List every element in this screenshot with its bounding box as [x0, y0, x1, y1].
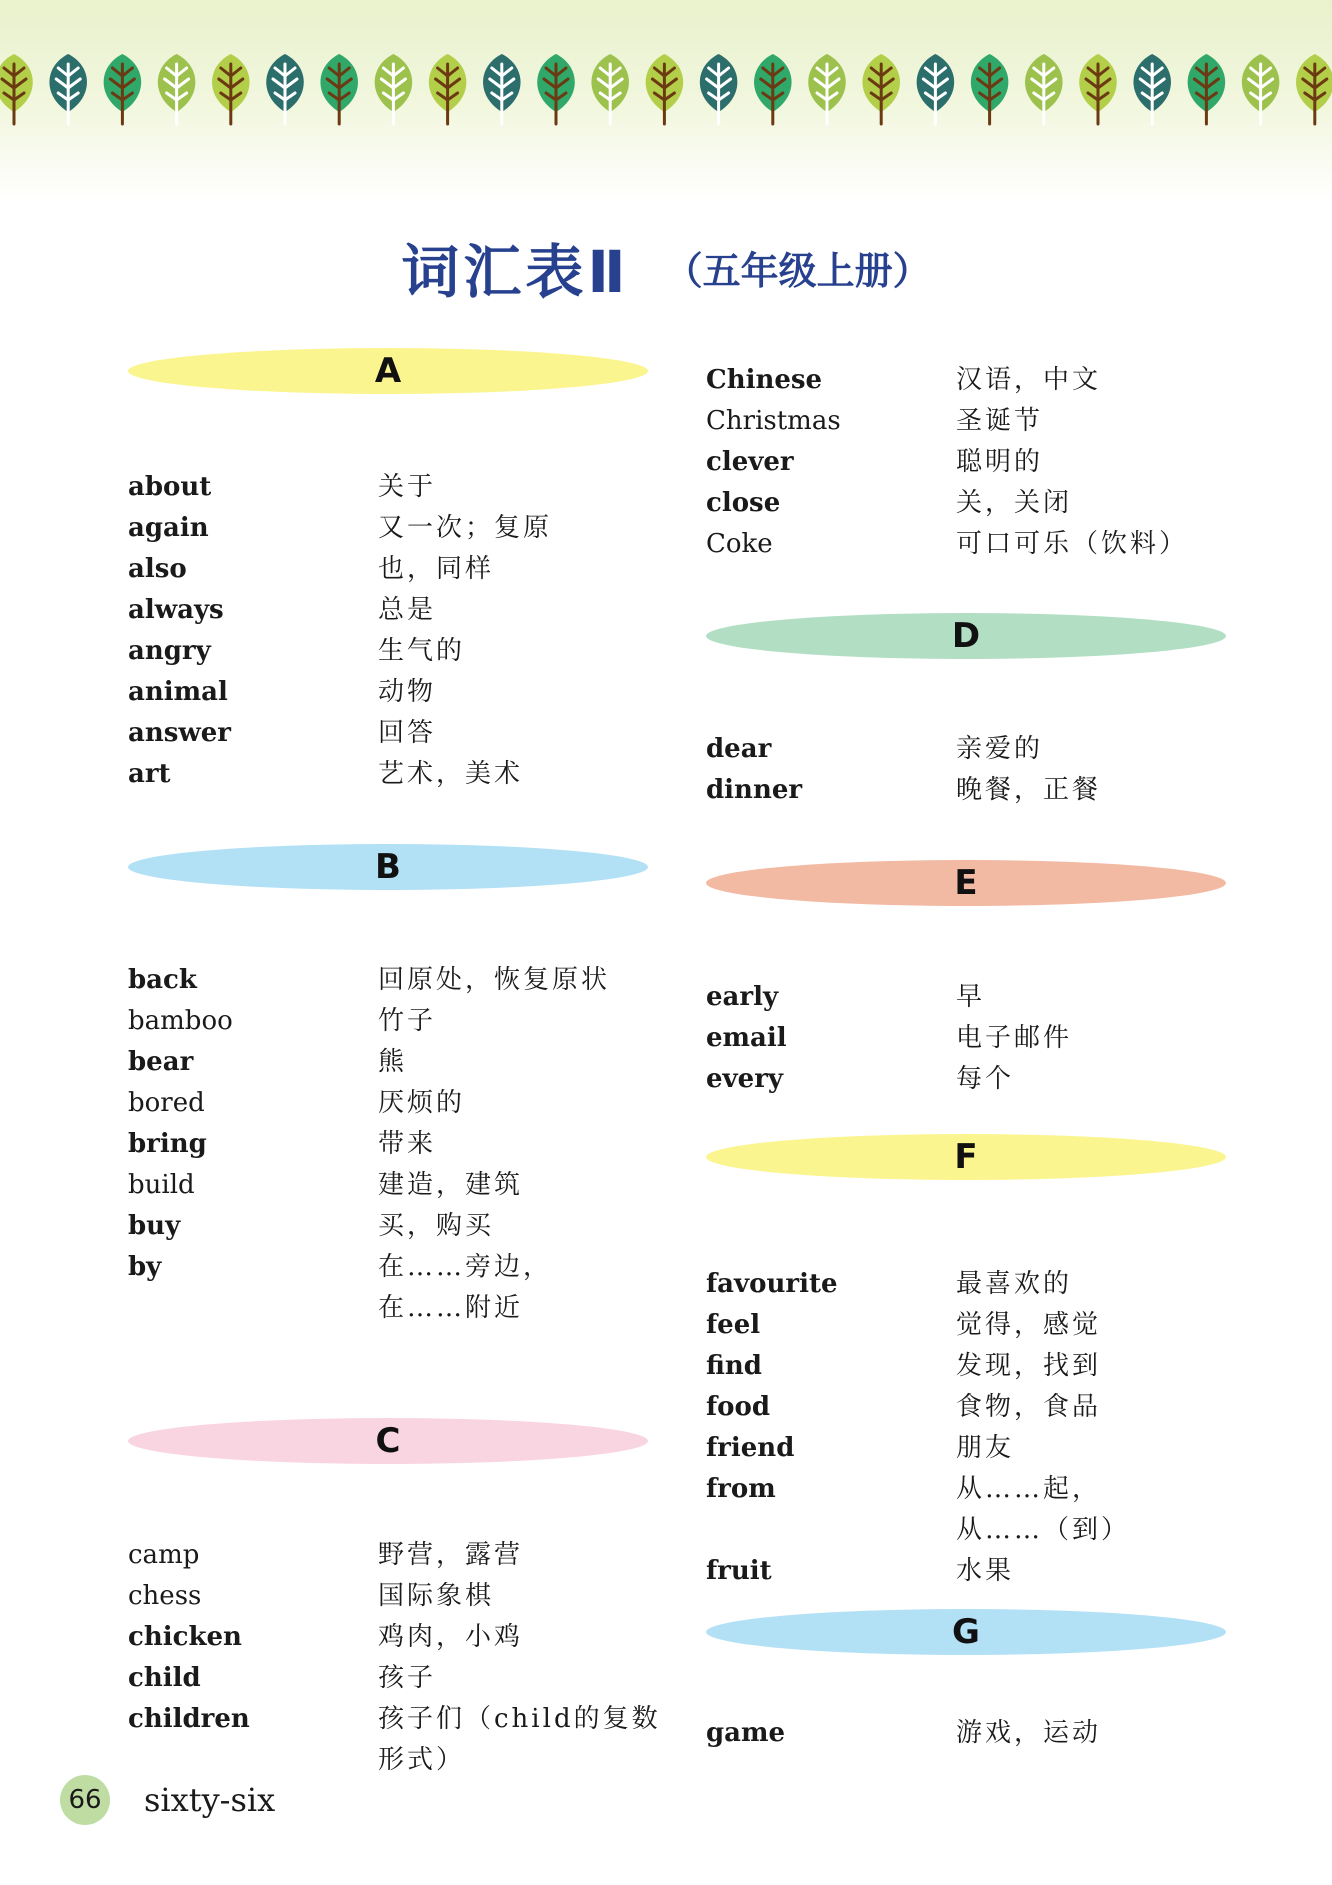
english-word: from	[706, 1474, 776, 1504]
section-header-d	[706, 607, 1226, 665]
english-word: bear	[128, 1047, 194, 1077]
vocabulary-entry	[128, 1247, 688, 1323]
chinese-meaning	[378, 1165, 678, 1206]
meaning-line: 朋友	[956, 1433, 1015, 1463]
meaning-line: 孩子们（child的复数	[378, 1704, 661, 1734]
page-number-badge	[60, 1775, 110, 1825]
vocabulary-entry	[706, 1713, 1266, 1753]
chinese-meaning	[956, 483, 1256, 524]
leaf-icon	[1025, 54, 1063, 124]
vocabulary-entry	[706, 1018, 1266, 1058]
meaning-line: 圣诞节	[956, 406, 1044, 436]
meaning-line: 又一次；复原	[378, 513, 553, 543]
chinese-meaning	[956, 1059, 1256, 1100]
vocabulary-entry	[128, 508, 688, 548]
meaning-line: 每个	[956, 1064, 1015, 1094]
chinese-meaning	[956, 360, 1256, 401]
leaf-icon	[375, 54, 413, 124]
vocabulary-entry	[706, 1346, 1266, 1386]
section-header-e	[706, 854, 1226, 912]
english-word: also	[128, 554, 187, 584]
chinese-meaning	[378, 1576, 678, 1617]
leaf-icon	[917, 54, 955, 124]
meaning-line: 游戏，运动	[956, 1718, 1102, 1748]
meaning-line: 在……旁边，	[378, 1252, 553, 1282]
vocabulary-entry	[128, 1658, 688, 1698]
meaning-line: 关，关闭	[956, 488, 1073, 518]
chinese-meaning	[378, 1206, 678, 1247]
chinese-meaning	[956, 1428, 1256, 1469]
chinese-meaning	[378, 960, 678, 1001]
chinese-meaning	[956, 729, 1256, 770]
vocabulary-entry	[128, 1124, 688, 1164]
vocabulary-entry	[128, 590, 688, 630]
leaf-icon	[429, 54, 467, 124]
chinese-meaning	[956, 1018, 1256, 1059]
chinese-meaning	[378, 1658, 678, 1699]
english-word: game	[706, 1718, 786, 1748]
chinese-meaning	[956, 977, 1256, 1018]
chinese-meaning	[378, 672, 678, 713]
leaf-icon	[862, 54, 900, 124]
vocabulary-entry	[128, 754, 688, 794]
vocabulary-entry	[706, 1264, 1266, 1304]
meaning-line: 熊	[378, 1047, 408, 1077]
leaf-icon	[808, 54, 846, 124]
chinese-meaning	[378, 590, 678, 631]
leaf-icon	[483, 54, 521, 124]
leaf-icon	[1079, 54, 1117, 124]
english-word: animal	[128, 677, 228, 707]
english-word: Chinese	[706, 365, 823, 395]
meaning-line: 带来	[378, 1129, 437, 1159]
leaf-icon	[212, 54, 250, 124]
leaf-icon	[49, 54, 87, 124]
section-letter: C	[375, 1421, 401, 1461]
english-word: child	[128, 1663, 201, 1693]
english-word: fruit	[706, 1556, 772, 1586]
chinese-meaning	[378, 754, 678, 795]
meaning-line: 买，购买	[378, 1211, 495, 1241]
chinese-meaning	[378, 508, 678, 549]
vocabulary-entry	[128, 549, 688, 589]
vocabulary-entry	[706, 401, 1266, 441]
vocabulary-entry	[128, 1206, 688, 1246]
chinese-meaning	[956, 1305, 1256, 1346]
chinese-meaning	[378, 713, 678, 754]
chinese-meaning	[956, 1713, 1256, 1754]
chinese-meaning	[378, 1617, 678, 1658]
chinese-meaning	[956, 770, 1256, 811]
english-word: friend	[706, 1433, 795, 1463]
meaning-line: 电子邮件	[956, 1023, 1073, 1053]
vocabulary-entry	[706, 483, 1266, 523]
meaning-line: 动物	[378, 677, 437, 707]
english-word: camp	[128, 1540, 200, 1570]
chinese-meaning	[378, 1247, 678, 1329]
vocabulary-title: 词汇表Ⅱ	[401, 238, 630, 306]
vocabulary-entry	[128, 713, 688, 753]
vocabulary-entry	[128, 1699, 688, 1775]
vocabulary-entry	[128, 1576, 688, 1616]
english-word: about	[128, 472, 212, 502]
meaning-line: 总是	[378, 595, 437, 625]
meaning-line: 聪明的	[956, 447, 1044, 477]
chinese-meaning	[956, 401, 1256, 442]
leaf-icon	[971, 54, 1009, 124]
section-letter: G	[952, 1612, 980, 1652]
section-header-b	[128, 838, 648, 896]
vocabulary-entry	[128, 1042, 688, 1082]
meaning-line: 早	[956, 982, 986, 1012]
vocabulary-entry	[706, 1469, 1266, 1545]
vocabulary-entry	[128, 467, 688, 507]
meaning-line: 亲爱的	[956, 734, 1044, 764]
meaning-line: 关于	[378, 472, 437, 502]
meaning-line: 鸡肉，小鸡	[378, 1622, 524, 1652]
chinese-meaning	[956, 442, 1256, 483]
english-word: clever	[706, 447, 794, 477]
english-word: chicken	[128, 1622, 242, 1652]
meaning-line: 回答	[378, 718, 437, 748]
chinese-meaning	[956, 1551, 1256, 1592]
meaning-line: 水果	[956, 1556, 1015, 1586]
section-header-c	[128, 1412, 648, 1470]
meaning-line: 发现，找到	[956, 1351, 1102, 1381]
english-word: bring	[128, 1129, 207, 1159]
vocabulary-entry	[706, 729, 1266, 769]
english-word: bored	[128, 1088, 205, 1118]
english-word: back	[128, 965, 197, 995]
meaning-line: 建造，建筑	[378, 1170, 524, 1200]
vocabulary-entry	[128, 960, 688, 1000]
english-word: email	[706, 1023, 787, 1053]
meaning-line: 觉得，感觉	[956, 1310, 1102, 1340]
leaf-icon	[0, 54, 33, 124]
meaning-line: 生气的	[378, 636, 466, 666]
chinese-meaning	[378, 1083, 678, 1124]
meaning-line: 回原处，恢复原状	[378, 965, 611, 995]
vocabulary-entry	[128, 672, 688, 712]
vocabulary-entry	[706, 1305, 1266, 1345]
chinese-meaning	[956, 1469, 1256, 1551]
leaf-icon	[646, 54, 684, 124]
chinese-meaning	[956, 1346, 1256, 1387]
meaning-line: 也，同样	[378, 554, 495, 584]
vocabulary-entry	[706, 1387, 1266, 1427]
english-word: by	[128, 1252, 162, 1282]
chinese-meaning	[378, 549, 678, 590]
meaning-line: 野营，露营	[378, 1540, 524, 1570]
leaf-icon	[1133, 54, 1171, 124]
english-word: every	[706, 1064, 783, 1094]
vocabulary-entry	[706, 442, 1266, 482]
leaf-icon	[158, 54, 196, 124]
vocabulary-entry	[128, 1535, 688, 1575]
leaf-icon	[700, 54, 738, 124]
english-word: favourite	[706, 1269, 838, 1299]
chinese-meaning	[956, 1387, 1256, 1428]
page-title	[0, 225, 1332, 309]
chinese-meaning	[378, 631, 678, 672]
english-word: Christmas	[706, 406, 841, 436]
chinese-meaning	[956, 1264, 1256, 1305]
english-word: angry	[128, 636, 211, 666]
meaning-line: 汉语，中文	[956, 365, 1102, 395]
english-word: dear	[706, 734, 772, 764]
meaning-line: 厌烦的	[378, 1088, 466, 1118]
vocabulary-entry	[128, 1083, 688, 1123]
meaning-line: 从……起，	[956, 1474, 1102, 1504]
section-letter: B	[375, 847, 401, 887]
meaning-line: 可口可乐（饮料）	[956, 529, 1189, 559]
section-header-f	[706, 1128, 1226, 1186]
meaning-line: 晚餐，正餐	[956, 775, 1102, 805]
chinese-meaning	[378, 1124, 678, 1165]
english-word: answer	[128, 718, 232, 748]
vocabulary-entry	[706, 1059, 1266, 1099]
vocabulary-entry	[706, 977, 1266, 1017]
section-letter: F	[954, 1137, 978, 1177]
meaning-line: 孩子	[378, 1663, 437, 1693]
meaning-line: 从……（到）	[956, 1515, 1131, 1545]
decorative-header-band	[0, 0, 1332, 200]
leaf-icon	[1296, 54, 1332, 124]
grade-subtitle: （五年级上册）	[664, 247, 931, 293]
leaf-icon	[104, 54, 142, 124]
vocabulary-entry	[706, 1428, 1266, 1468]
section-letter: D	[951, 616, 981, 656]
vocabulary-entry	[128, 1165, 688, 1205]
meaning-line: 竹子	[378, 1006, 437, 1036]
meaning-line: 在……附近	[378, 1293, 524, 1323]
english-word: again	[128, 513, 209, 543]
chinese-meaning	[378, 467, 678, 508]
leaf-icon	[537, 54, 575, 124]
leaf-icon	[591, 54, 629, 124]
english-word: bamboo	[128, 1006, 233, 1036]
english-word: food	[706, 1392, 771, 1422]
vocabulary-entry	[706, 770, 1266, 810]
english-word: buy	[128, 1211, 181, 1241]
leaf-icon	[754, 54, 792, 124]
leaf-icon	[266, 54, 304, 124]
english-word: early	[706, 982, 779, 1012]
vocabulary-entry	[706, 524, 1266, 564]
chinese-meaning	[378, 1001, 678, 1042]
page-number-words: sixty-six	[144, 1781, 276, 1819]
english-word: always	[128, 595, 224, 625]
vocabulary-entry	[128, 631, 688, 671]
chinese-meaning	[378, 1535, 678, 1576]
english-word: children	[128, 1704, 250, 1734]
english-word: dinner	[706, 775, 803, 805]
leaf-icon	[320, 54, 358, 124]
english-word: art	[128, 759, 171, 789]
leaf-icon	[1188, 54, 1226, 124]
meaning-line: 食物，食品	[956, 1392, 1102, 1422]
chinese-meaning	[378, 1042, 678, 1083]
english-word: feel	[706, 1310, 761, 1340]
section-header-g	[706, 1603, 1226, 1661]
english-word: chess	[128, 1581, 202, 1611]
vocabulary-entry	[706, 360, 1266, 400]
chinese-meaning	[378, 1699, 678, 1781]
section-header-a	[128, 342, 648, 400]
leaf-icon	[1242, 54, 1280, 124]
vocabulary-entry	[706, 1551, 1266, 1591]
meaning-line: 最喜欢的	[956, 1269, 1073, 1299]
english-word: close	[706, 488, 781, 518]
vocabulary-entry	[128, 1617, 688, 1657]
english-word: build	[128, 1170, 195, 1200]
section-letter: E	[954, 863, 978, 903]
english-word: Coke	[706, 529, 773, 559]
meaning-line: 国际象棋	[378, 1581, 495, 1611]
vocabulary-entry	[128, 1001, 688, 1041]
section-letter: A	[374, 351, 402, 391]
meaning-line: 形式）	[378, 1745, 466, 1775]
english-word: find	[706, 1351, 762, 1381]
page-number: 66	[68, 1785, 102, 1815]
chinese-meaning	[956, 524, 1256, 565]
meaning-line: 艺术，美术	[378, 759, 524, 789]
leaf-border-row	[0, 52, 1332, 142]
